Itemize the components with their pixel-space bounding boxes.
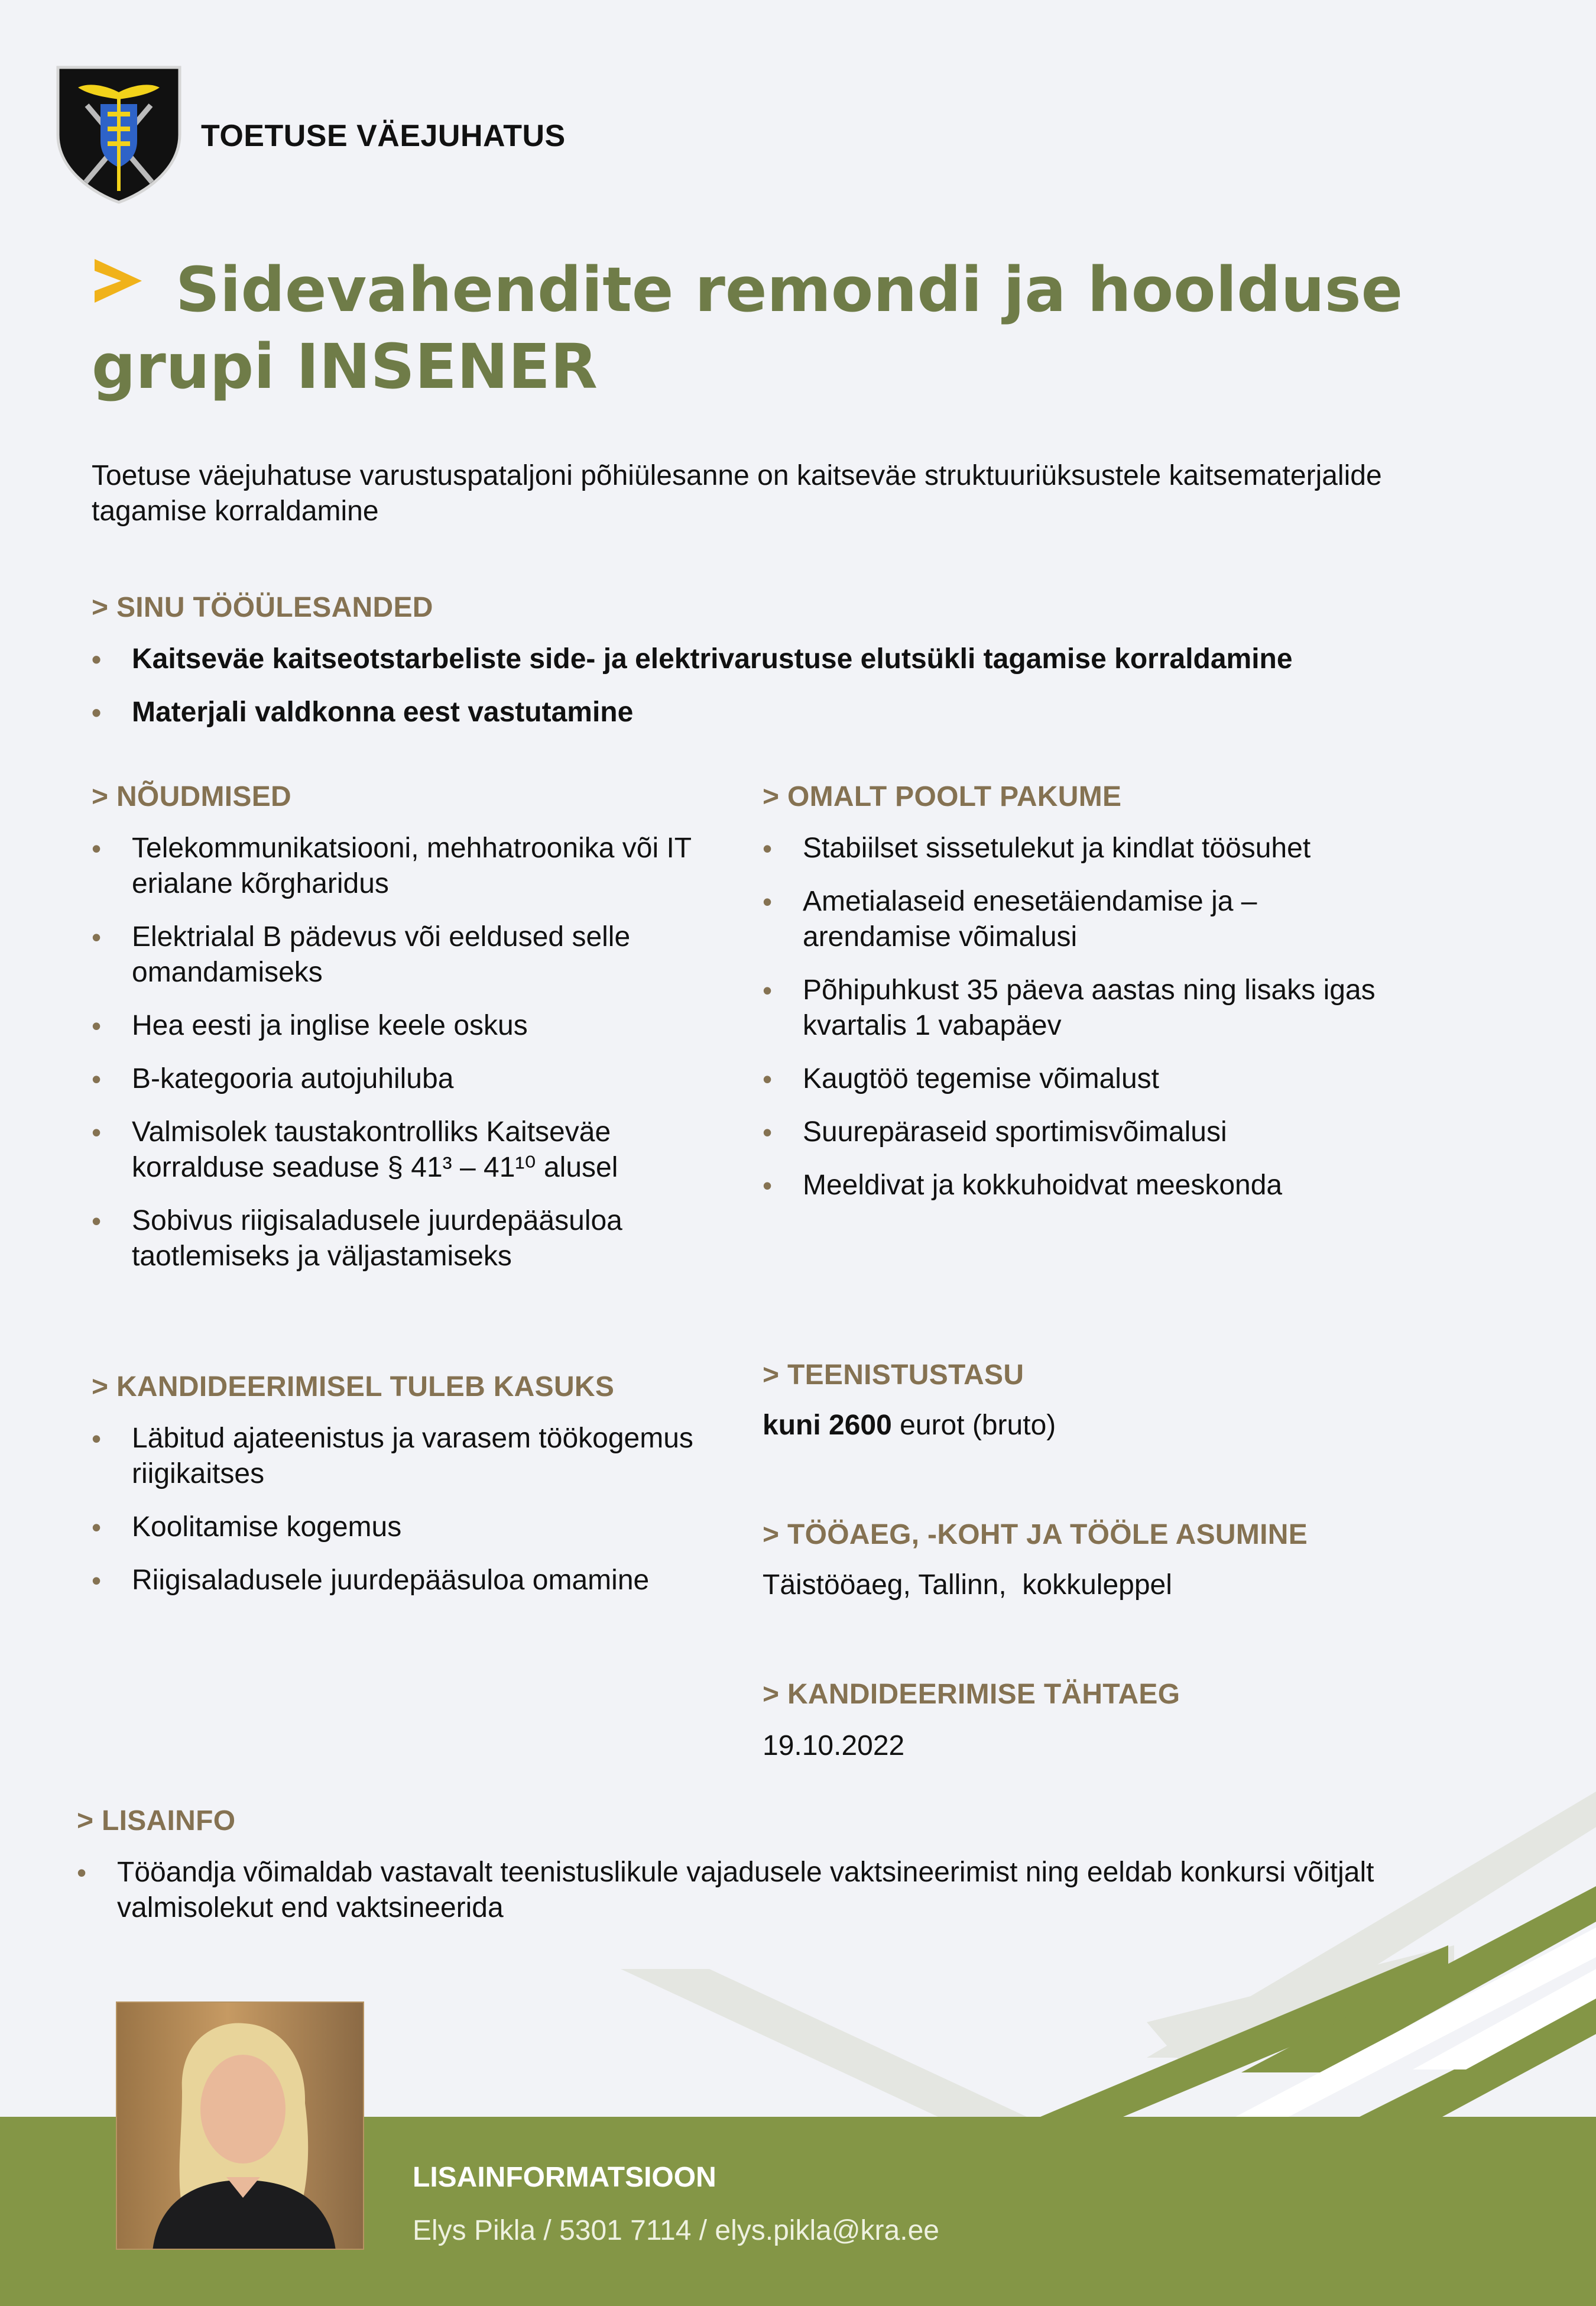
salary-section (763, 1359, 1413, 1443)
list-item: • Sobivus riigisaladusele juurdepääsuloa taotlemiseks ja väljastamiseks (92, 1203, 742, 1274)
advantage-section (92, 1371, 742, 1616)
advantage-heading: > KANDIDEERIMISEL TULEB KASUKS (92, 1371, 615, 1403)
list-item: • Stabiilset sissetulekut ja kindlat töösuhet (763, 831, 1383, 866)
deadline-heading: > KANDIDEERIMISE TÄHTAEG (763, 1679, 1180, 1710)
list-item: • Riigisaladusele juurdepääsuloa omamine (92, 1563, 742, 1598)
contact-details: Elys Pikla / 5301 7114 / elys.pikla@kra.ee (413, 2215, 939, 2246)
duties-list (92, 642, 1510, 730)
list-item: • Hea eesti ja inglise keele oskus (92, 1008, 742, 1044)
list-item: • Meeldivat ja kokkuhoidvat meeskonda (763, 1168, 1383, 1203)
coat-of-arms-logo (54, 64, 183, 205)
worktime-section (763, 1518, 1531, 1603)
list-item: • Tööandja võimaldab vastavalt teenistuslikule vajadusele vaktsineerimist ning eeldab konkursi võitjalt valmisolekut end vaktsineerida (77, 1855, 1407, 1926)
job-title (92, 251, 1510, 405)
moreinfo-heading: > LISAINFO (77, 1805, 236, 1837)
requirements-heading: > NÕUDMISED (92, 781, 292, 812)
list-item: • Elektrialal B pädevus või eeldused selle omandamiseks (92, 919, 742, 990)
list-item: • B-kategooria autojuhiluba (92, 1061, 742, 1097)
duties-heading: > SINU TÖÖÜLESANDED (92, 592, 433, 623)
contact-heading: LISAINFORMATSIOON (413, 2162, 716, 2193)
list-item: • Kaugtöö tegemise võimalust (763, 1061, 1383, 1097)
duties-section (92, 591, 1510, 748)
intro-text: Toetuse väejuhatuse varustuspataljoni põhiülesanne on kaitseväe struktuuriüksustele kaitsematerjalide tagamise korraldamine (92, 460, 1382, 527)
deadline-section (763, 1678, 1413, 1764)
moreinfo-list (77, 1855, 1407, 1926)
salary-amount: kuni 2600 (763, 1410, 892, 1441)
offer-section (763, 780, 1383, 1221)
list-item: • Valmisolek taustakontrolliks Kaitseväe korralduse seaduse § 41³ – 41¹⁰ alusel (92, 1115, 742, 1186)
deadline-date: 19.10.2022 (763, 1730, 905, 1761)
requirements-section (92, 780, 742, 1292)
worktime-heading: > TÖÖAEG, -KOHT JA TÖÖLE ASUMINE (763, 1519, 1308, 1550)
organization-name: TOETUSE VÄEJUHATUS (201, 119, 566, 153)
salary-heading: > TEENISTUSTASU (763, 1359, 1024, 1391)
list-item: • Läbitud ajateenistus ja varasem töökogemus riigikaitses (92, 1421, 742, 1492)
requirements-list (92, 831, 742, 1274)
offer-heading: > OMALT POOLT PAKUME (763, 781, 1122, 812)
offer-list (763, 831, 1383, 1203)
list-item: • Põhipuhkust 35 päeva aastas ning lisaks igas kvartalis 1 vabapäev (763, 973, 1383, 1044)
worktime-text: Täistööaeg, Tallinn, kokkuleppel (763, 1569, 1172, 1601)
list-item: • Kaitseväe kaitseotstarbeliste side- ja elektrivarustuse elutsükli tagamise korraldamine (92, 642, 1510, 677)
job-title-line1: Sidevahendite remondi ja hoolduse (176, 254, 1403, 326)
list-item: • Materjali valdkonna eest vastutamine (92, 695, 1510, 730)
advantage-list (92, 1421, 742, 1598)
list-item: • Ametialaseid enesetäiendamise ja –arendamise võimalusi (763, 884, 1383, 955)
salary-text (763, 1408, 1413, 1443)
list-item: • Telekommunikatsiooni, mehhatroonika või IT erialane kõrgharidus (92, 831, 742, 902)
contact-person-photo (116, 2001, 364, 2250)
list-item: • Suurepäraseid sportimisvõimalusi (763, 1115, 1383, 1150)
moreinfo-section (77, 1805, 1407, 1944)
salary-unit: eurot (bruto) (891, 1410, 1056, 1441)
list-item: • Koolitamise kogemus (92, 1510, 742, 1545)
job-title-line2: grupi INSENER (92, 331, 598, 403)
